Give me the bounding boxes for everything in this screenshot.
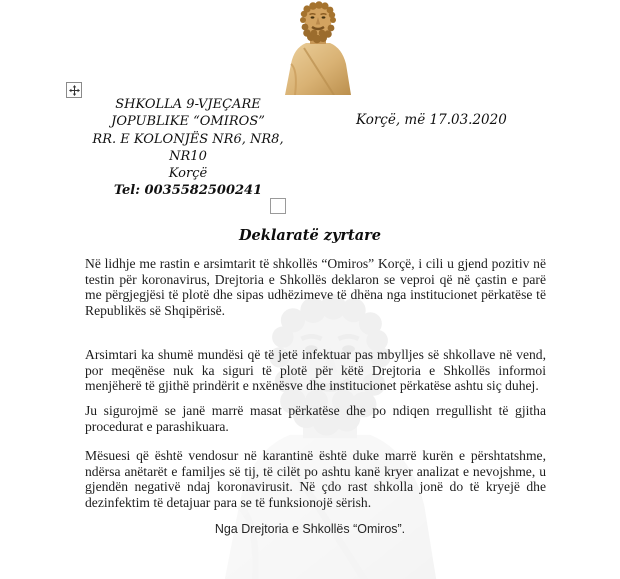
letterhead-telephone: Tel: 0035582500241 bbox=[113, 183, 263, 199]
paragraph-2: Arsimtari ka shumë mundësi që të jetë infektuar pas mbylljes së shkollave në vend, por meqënëse nuk ka siguri të plotë për këtë Drejtoria e Shkollës informoi menjëherë të gjithë prindërit e nxënësve dhe institucionet përkatëse ashtu siç duhej. bbox=[85, 347, 546, 394]
document-title: Deklaratë zyrtare bbox=[238, 227, 381, 244]
letterhead-line-type: JOPUBLIKE “OMIROS” bbox=[111, 114, 265, 130]
homer-bust-image[interactable] bbox=[268, 0, 368, 95]
paragraph-1: Në lidhje me rastin e arsimtarit të shkollës “Omiros” Korçë, i cili u gjend pozitiv në testin për koronavirus, Drejtoria e Shkollës deklaron se veproi që në çastin e parë me përgjegjësi të plotë dhe sipas udhëzimeve të dhëna nga institucionet përkatëse të Republikës së Shqipërisë. bbox=[85, 256, 546, 318]
letterhead-line-street: RR. E KOLONJËS NR6, NR8, bbox=[92, 131, 284, 147]
paragraph-3: Ju sigurojmë se janë marrë masat përkatëse dhe po ndiqen rregullisht të gjitha procedurat e parashikuara. bbox=[85, 403, 546, 434]
move-handle-icon[interactable] bbox=[66, 82, 82, 98]
paragraph-4: Mësuesi që është vendosur në karantinë është duke marrë kurën e përshtatshme, ndërsa anëtarët e familjes së tij, të cilët po ashtu kanë kryer analizat e nevojshme, u gjendën negativë ndaj koronavirusit. Në çdo rast shkolla jonë do të kryejë dhe dezinfektim të detajuar para se të funksionojë sërish. bbox=[85, 448, 546, 510]
letterhead-line-number: NR10 bbox=[169, 148, 207, 164]
date-line: Korçë, më 17.03.2020 bbox=[356, 112, 507, 128]
letterhead-line-city: Korçë bbox=[168, 166, 208, 182]
empty-image-placeholder[interactable] bbox=[270, 198, 286, 214]
letterhead bbox=[83, 96, 293, 200]
closing-line: Nga Drejtoria e Shkollës “Omiros”. bbox=[214, 522, 406, 536]
letterhead-line-school: SHKOLLA 9-VJEÇARE bbox=[115, 97, 261, 112]
four-arrows-icon bbox=[69, 85, 80, 96]
